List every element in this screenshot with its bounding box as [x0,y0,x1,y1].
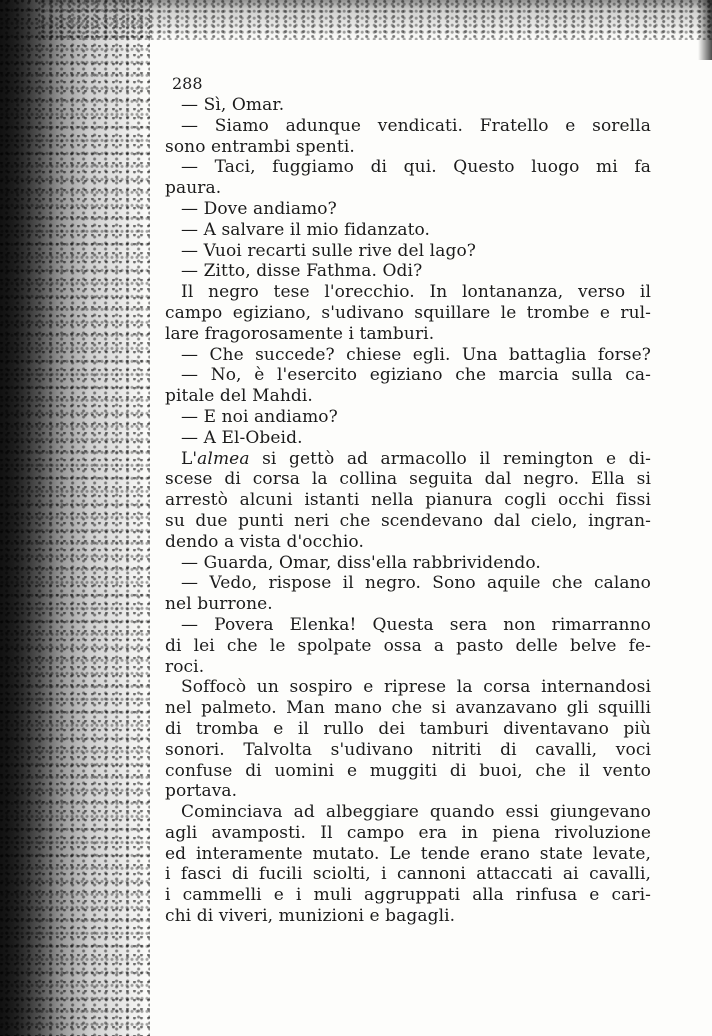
text-line: arrestò alcuni istanti nella pianura cogli occhi fissi [165,490,651,511]
text-line: — A El-Obeid. [181,427,303,448]
text-line: Soffocò un sospiro e riprese la corsa internandosi [181,677,651,698]
text-line: — Che succede? chiese egli. Una battaglia forse? [181,344,651,365]
scan-top-shadow [40,0,712,40]
scan-binding-shadow [0,0,150,1036]
text-line: i cammelli e i muli aggruppati alla rinfusa e cari- [165,885,651,906]
italic-word: almea [197,448,250,469]
text-line: di tromba e il rullo dei tamburi diventavano più [165,718,651,739]
text-line: — No, è l'esercito egiziano che marcia sulla ca- [181,365,651,386]
text-line: lare fragorosamente i tamburi. [165,323,435,344]
text-line: Cominciava ad albeggiare quando essi giungevano [181,802,651,823]
text-line: nel palmeto. Man mano che si avanzavano gli squilli [165,698,651,719]
text-line: nel burrone. [165,594,273,615]
body-text [165,95,651,927]
text-line: — Dove andiamo? [181,198,337,219]
text-line: Il negro tese l'orecchio. In lontananza, verso il [181,282,651,303]
text-line: pitale del Mahdi. [165,386,313,407]
text-line: — Vedo, rispose il negro. Sono aquile che calano [181,573,651,594]
text-line: — Taci, fuggiamo di qui. Questo luogo mi fa [181,157,651,178]
text-line: su due punti neri che scendevano dal cielo, ingran- [165,510,651,531]
text-line: i fasci di fucili sciolti, i cannoni attaccati ai cavalli, [165,864,651,885]
text-line: paura. [165,178,222,199]
text-line: — E noi andiamo? [181,406,338,427]
text-line: — Vuoi recarti sulle rive del lago? [181,240,476,261]
text-line: sono entrambi spenti. [165,136,355,157]
text-line: scese di corsa la collina seguita dal negro. Ella si [165,469,651,490]
text-line: confuse di uomini e muggiti di buoi, che il vento [165,760,651,781]
text-line: dendo a vista d'occhio. [165,531,364,552]
text-line: — Zitto, disse Fathma. Odi? [181,261,423,282]
text-line: — Siamo adunque vendicati. Fratello e sorella [181,115,651,136]
text-line: ed interamente mutato. Le tende erano state levate, [165,843,651,864]
scan-right-shadow [698,0,712,60]
text-line: — Sì, Omar. [181,95,285,115]
text-line: sonori. Talvolta s'udivano nitriti di cavalli, voci [165,739,651,760]
text-line: chi di viveri, munizioni e bagagli. [165,906,456,927]
text-line: — Guarda, Omar, diss'ella rabbrividendo. [181,552,541,573]
text-line: agli avamposti. Il campo era in piena rivoluzione [165,822,651,843]
text-line: roci. [165,656,205,677]
text-line: campo egiziano, s'udivano squillare le trombe e rul- [165,302,651,323]
text-line: L'almea si gettò ad armacollo il remington e di- [181,448,651,469]
page-number: 288 [172,74,203,93]
text-line: — Povera Elenka! Questa sera non rimarranno [181,614,651,635]
text-line: portava. [165,781,238,802]
text-line: di lei che le spolpate ossa a pasto delle belve fe- [165,635,651,656]
text-line: — A salvare il mio fidanzato. [181,219,431,240]
